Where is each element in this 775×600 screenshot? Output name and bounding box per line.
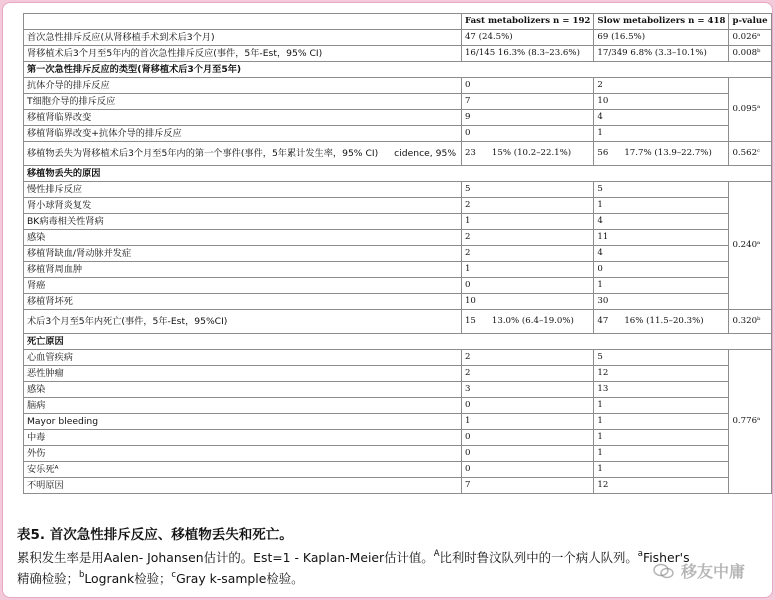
cell-slow-value: 10 [597,96,609,106]
row-label-text: 慢性排斥反应 [27,184,83,195]
cell-slow-ci: 17.7% (13.9–22.7%) [624,148,712,158]
cell-slow-value: 1 [597,200,603,210]
caption-line1b: 比利时鲁汶队列中的一个病人队列。 [439,550,638,565]
cell-slow-value: 4 [597,112,603,122]
row-label-text: T细胞介导的排斥反应 [27,96,116,107]
row-label-text: 首次急性排斥反应(从肾移植手术到术后3个月) [27,32,215,43]
table-row [24,110,772,126]
cell-slow [594,246,729,262]
cell-slow [594,294,729,310]
cell-slow [594,46,729,62]
row-label-text: 移植肾周血肿 [27,264,83,275]
cell-fast-value: 0 [464,464,471,474]
cell-fast [461,382,593,398]
cell-fast [461,414,593,430]
cell-fast-value: 0 [464,80,471,90]
cell-fast [461,110,593,126]
cell-slow-value: 4 [597,248,603,258]
cell-slow-value: 11 [597,232,609,242]
cell-fast-value: 2 [464,352,471,362]
cell-slow-value: 1 [597,416,603,426]
cell-fast [461,30,593,46]
caption-sup-a: a [637,549,643,559]
document-frame [2,2,773,598]
row-label [24,414,462,430]
cell-slow-value: 1 [597,280,603,290]
caption-title: 表5. 首次急性排斥反应、移植物丢失和死亡。 [17,527,293,543]
cell-slow-value: 1 [597,432,603,442]
caption-sup-c: c [171,570,177,580]
row-label [24,30,462,46]
cell-slow [594,262,729,278]
row-label [24,462,462,478]
cell-fast-value: 47 (24.5%) [464,32,513,42]
cell-fast [461,398,593,414]
row-label-text: 感染 [27,384,46,395]
row-label [24,366,462,382]
row-label [24,94,462,110]
table-row [24,30,772,46]
table-row [24,310,772,334]
cell-fast-value: 0 [464,400,471,410]
cell-fast-value: 2 [464,368,471,378]
cell-slow [594,78,729,94]
row-label-text: 肾移植术后3个月至5年内的首次急性排斥反应(事件，5年-Est，95% CI) [27,48,323,59]
cell-slow-value: 2 [597,80,603,90]
header-pvalue: p-value [729,14,772,30]
row-label-text: 不明原因 [27,480,64,491]
table-row [24,126,772,142]
cell-slow [594,350,729,366]
cell-slow [594,398,729,414]
table-row [24,246,772,262]
cell-fast [461,350,593,366]
header-label [24,14,462,30]
row-label [24,398,462,414]
row-label [24,350,462,366]
cell-slow [594,142,729,166]
cell-fast [461,366,593,382]
row-label [24,126,462,142]
cell-fast [461,462,593,478]
results-table [23,13,772,494]
row-label-text: 外伤 [27,448,46,459]
row-label-text: 移植物丢失为肾移植术后3个月至5年内的第一个事件(事件，5年累计发生率，95% CI) [27,148,379,159]
row-label-text: BK病毒相关性肾病 [27,216,104,227]
caption-sup-A: A [433,549,440,559]
cell-fast-value: 0 [464,448,471,458]
cell-slow-value: 1 [597,128,603,138]
row-label-text: 抗体介导的排斥反应 [27,80,110,91]
row-label-text: 肾小球肾炎复发 [27,200,92,211]
cell-fast [461,478,593,494]
table-row [24,414,772,430]
caption-line2c: Gray k-sample检验。 [176,571,304,586]
cell-fast-value: 0 [464,280,471,290]
row-label [24,198,462,214]
cell-fast [461,214,593,230]
cell-fast-value: 10 [464,296,476,306]
cell-pvalue: 0.008ᵇ [729,46,772,62]
caption-line1: 累积发生率是用Aalen- Johansen估计的。Est=1 - Kaplan-Meier估计值。 [17,550,434,565]
cell-slow-value: 47 [597,316,609,326]
cell-pvalue: 0.562ᶜ [729,142,772,166]
cell-slow-value: 17/349 6.8% (3.3–10.1%) [597,48,707,58]
cell-fast-value: 3 [464,384,471,394]
watermark [653,559,745,582]
row-label-text: 脑病 [27,400,46,411]
table-row [24,478,772,494]
cell-pvalue: 0.026ᵃ [729,30,772,46]
cell-fast [461,278,593,294]
row-label [24,478,462,494]
row-label-text: 移植肾缺血/肾动脉并发症 [27,248,132,259]
cell-slow-value: 1 [597,464,603,474]
cell-slow-value: 30 [597,296,609,306]
row-label [24,230,462,246]
cell-slow [594,366,729,382]
cell-fast [461,230,593,246]
section-title: 移植物丢失的原因 [24,166,772,182]
row-label-text: 移植肾临界改变 [27,112,92,123]
cell-slow [594,382,729,398]
caption-sup-b: b [78,570,85,580]
row-label [24,294,462,310]
cell-fast-value: 0 [464,128,471,138]
cell-fast [461,246,593,262]
cell-slow [594,430,729,446]
row-label-text: 安乐死ᴬ [27,464,59,475]
cell-fast-value: 15 [464,316,476,326]
table-row [24,94,772,110]
cell-pvalue: 0.776ᵃ [729,350,772,494]
row-label-text: Mayor bleeding [27,416,99,427]
table-row [24,294,772,310]
cell-slow-value: 12 [597,368,609,378]
section-title: 死亡原因 [24,334,772,350]
cell-slow [594,462,729,478]
cell-fast [461,262,593,278]
table-row [24,46,772,62]
watermark-text: 移友中庸 [681,562,746,581]
cell-pvalue: 0.320ᵇ [729,310,772,334]
cell-slow-value: 69 (16.5%) [597,32,646,42]
cell-fast [461,198,593,214]
row-label-text: 移植肾坏死 [27,296,73,307]
cell-fast-value: 2 [464,232,471,242]
row-label [24,382,462,398]
cell-fast [461,94,593,110]
table-row [24,382,772,398]
cell-slow-value: 4 [597,216,603,226]
table-row [24,366,772,382]
cell-slow-value: 56 [597,148,609,158]
section-row [24,166,772,182]
cell-slow [594,94,729,110]
cell-slow [594,182,729,198]
cell-slow [594,110,729,126]
cell-fast-value: 23 [464,148,476,158]
table-row [24,430,772,446]
cell-slow [594,30,729,46]
cell-fast-value: 2 [464,248,471,258]
cell-slow-value: 12 [597,480,609,490]
table-row [24,142,772,166]
row-label-text: 移植肾临界改变+抗体介导的排斥反应 [27,128,182,139]
table-row [24,398,772,414]
table-row [24,278,772,294]
cell-slow-value: 1 [597,448,603,458]
section-title: 第一次急性排斥反应的类型(肾移植术后3个月至5年) [24,62,772,78]
row-label-text: 心血管疾病 [27,352,73,363]
cell-slow [594,478,729,494]
row-label [24,262,462,278]
cell-slow-value: 1 [597,400,603,410]
cell-fast [461,182,593,198]
caption-line2a: 精确检验； [17,571,79,586]
header-slow: Slow metabolizers n = 418 [594,14,729,30]
row-label [24,214,462,230]
cell-fast [461,126,593,142]
cell-fast-value: 7 [464,96,471,106]
row-label [24,142,462,166]
cell-fast-value: 1 [464,264,471,274]
table-row [24,446,772,462]
cell-fast-ci: 13.0% (6.4–19.0%) [491,316,574,326]
row-label-text: 恶性肿瘤 [27,368,64,379]
cell-fast-value: 0 [464,432,471,442]
cell-slow-value: 5 [597,184,603,194]
row-label [24,446,462,462]
cell-slow-ci: 16% (11.5–20.3%) [624,316,704,326]
table-row [24,462,772,478]
table-row [24,350,772,366]
cell-fast-value: 9 [464,112,471,122]
row-label-text: 感染 [27,232,46,243]
row-label [24,246,462,262]
cell-fast-value: 2 [464,200,471,210]
caption-line2b: Logrank检验； [84,571,172,586]
cell-slow [594,310,729,334]
cell-slow [594,414,729,430]
table-row [24,214,772,230]
table-row [24,182,772,198]
header-fast: Fast metabolizers n = 192 [461,14,593,30]
cell-slow [594,446,729,462]
table-row [24,262,772,278]
table-row [24,230,772,246]
row-label [24,182,462,198]
cell-fast [461,430,593,446]
cell-fast [461,310,593,334]
cell-slow-value: 0 [597,264,603,274]
cell-slow-value: 5 [597,352,603,362]
row-label-text: 术后3个月至5年内死亡(事件，5年-Est，95%CI) [27,316,228,327]
cell-pvalue: 0.240ᵃ [729,182,772,310]
cell-fast-value: 1 [464,416,471,426]
cell-slow-value: 13 [597,384,609,394]
row-label-extra: cidence, 95% [394,148,457,159]
cell-fast [461,294,593,310]
cell-fast-value: 5 [464,184,471,194]
table-header-row [24,14,772,30]
cell-fast [461,46,593,62]
table-row [24,78,772,94]
row-label [24,78,462,94]
cell-pvalue: 0.095ᵃ [729,78,772,142]
table-body [24,30,772,494]
row-label [24,430,462,446]
row-label [24,110,462,126]
row-label [24,310,462,334]
cell-slow [594,278,729,294]
caption-line1c: Fisher's [642,550,690,565]
cell-fast [461,142,593,166]
table-row [24,198,772,214]
cell-fast [461,78,593,94]
wechat-icon [653,563,675,579]
row-label-text: 中毒 [27,432,46,443]
row-label [24,278,462,294]
section-row [24,334,772,350]
cell-fast-ci: 15% (10.2–22.1%) [491,148,572,158]
cell-fast-value: 1 [464,216,471,226]
cell-slow [594,126,729,142]
cell-slow [594,214,729,230]
row-label-text: 肾癌 [27,280,46,291]
cell-slow [594,230,729,246]
section-row [24,62,772,78]
cell-fast-value: 7 [464,480,471,490]
cell-fast-value: 16/145 16.3% (8.3–23.6%) [464,48,580,58]
cell-fast [461,446,593,462]
cell-slow [594,198,729,214]
row-label [24,46,462,62]
